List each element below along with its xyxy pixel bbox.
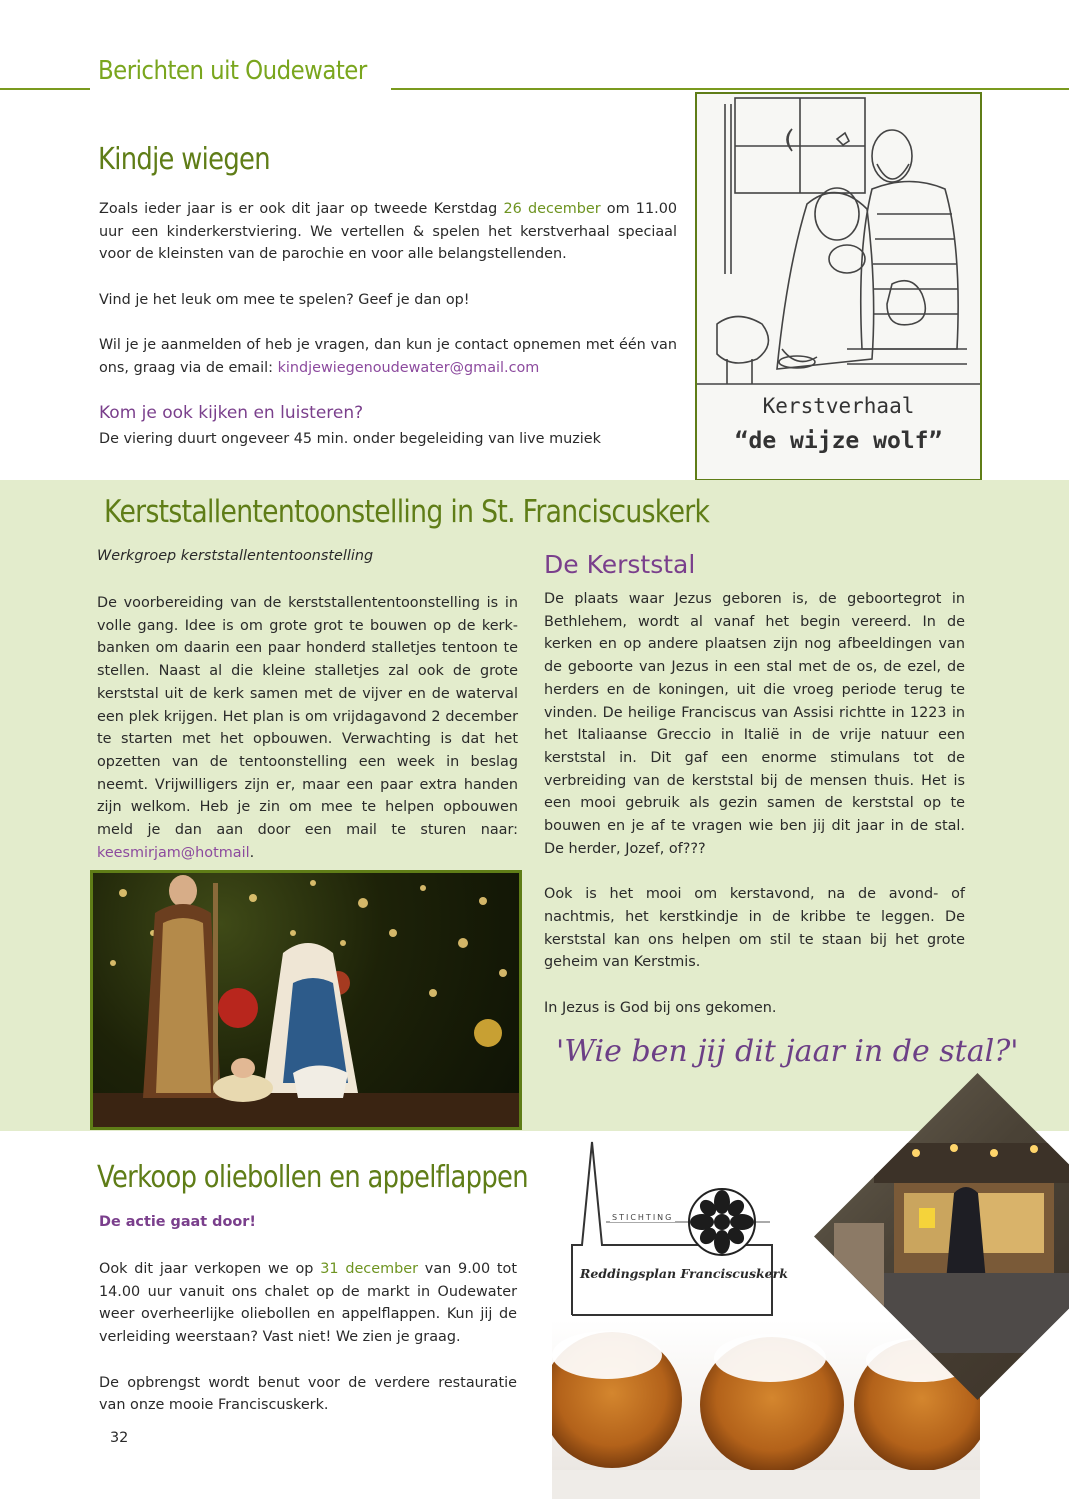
kerststal-email-link[interactable]: keesmirjam@hotmail — [97, 844, 250, 861]
header-rule-right — [391, 88, 1069, 90]
kerststal-right-paragraph-3: In Jezus is God bij ons gekomen. — [544, 999, 777, 1016]
reddingsplan-logo-graphic — [570, 1140, 775, 1318]
kerststal-right-paragraph-1: De plaats waar Jezus geboren is, de geboortegrot in Bethlehem, wordt al vanaf het begin vereerd. In de kerken en op andere plaatsen zijn nog afbeeldingen van de geboorte van Jezus in een stal met de os, de ezel, de herders en de koningen, uit die vroeg periode terug te vinden. De heilige Franciscus van Assisi richtte in 1223 in het Italiaanse Greccio in Italië in de vrije natuur een kerststal in. Dit gaf een enorme stimulans tot de verbreiding van de kerststal bij de mensen thuis. Het is een mooi gebruik als gezin samen de kerststal op te bouwen en je af te vragen wie ben jij dit jaar in de stal. De herder, Jozef, of??? — [544, 591, 965, 857]
nativity-photo — [90, 870, 522, 1130]
kerststal-quote: 'Wie ben jij dit jaar in de stal?' — [556, 1034, 1019, 1069]
kerstverhaal-caption-1: Kerstverhaal — [762, 394, 915, 418]
kerststal-left-body — [97, 592, 518, 864]
page-header-title: Berichten uit Oudewater — [98, 56, 367, 86]
kindje-subhead: Kom je ook kijken en luisteren? — [99, 403, 364, 423]
oliebollen-paragraph-1: Ook dit jaar verkopen we op 31 december van 9.00 tot 14.00 uur vanuit ons chalet op de markt in Oudewater weer overheerlijke oliebollen en appelflappen. Kun jij de verleiding weerstaan? Vast niet! We zien je graag. — [99, 1261, 517, 1346]
oliebollen-body — [99, 1258, 517, 1440]
kindje-wiegen-title: Kindje wiegen — [98, 142, 270, 177]
kerststal-right-title: De Kerststal — [544, 550, 696, 579]
oliebollen-paragraph-2: De opbrengst wordt benut voor de verdere restauratie van onze mooie Franciscuskerk. — [99, 1374, 517, 1414]
oliebollen-photo — [552, 1320, 980, 1499]
kerststal-left-paragraph: De voorbereiding van de kerststallententoonstelling is in volle gang. Idee is om grote grot te bouwen op de kerk-banken om daarin een paar honderd stalletjes tentoon te stellen. Naast al die kleine stalletjes zal ook de grote kerststal uit de kerk samen met de vijver en de waterval een plek krijgen. Het plan is om vrijdagavond 2 december te starten met het opbouwen. Verwachting is dat het opzetten van de tentoonstelling een week in beslag neemt. Vrijwilligers zijn er, maar een paar extra handen zijn welkom. Heb je zin om mee te helpen opbouwen meld je dan aan door een mail te sturen naar: keesmirjam@hotmail. — [97, 595, 518, 861]
kerststal-title: Kerststallententoonstelling in St. Franciscuskerk — [104, 494, 710, 530]
kindje-paragraph-1: Zoals ieder jaar is er ook dit jaar op tweede Kerstdag 26 december om 11.00 uur een kinderkerstviering. We vertellen & spelen het kerstverhaal speciaal voor de kleinsten van de parochie en voor alle belangstellenden. — [99, 201, 678, 263]
reddingsplan-logo-name: Reddingsplan Franciscuskerk — [580, 1266, 788, 1281]
kindje-paragraph-2: Vind je het leuk om mee te spelen? Geef je dan op! — [99, 291, 470, 308]
kindje-paragraph-4: De viering duurt ongeveer 45 min. onder begeleiding van live muziek — [99, 431, 601, 447]
reddingsplan-logo — [570, 1140, 788, 1318]
oliebollen-title: Verkoop oliebollen en appelflappen — [97, 1160, 528, 1195]
page-number: 32 — [110, 1430, 129, 1446]
kindje-email-link[interactable]: kindjewiegenoudewater@gmail.com — [277, 359, 540, 376]
oliebollen-photo-scene — [552, 1320, 980, 1499]
kerststal-right-paragraph-2: Ook is het mooi om kerstavond, na de avond- of nachtmis, het kerstkindje in de kribbe te leggen. De kerststal kan ons helpen om stil te staan bij het grote geheim van Kerstmis. — [544, 886, 965, 971]
kindje-date: 26 december — [503, 201, 601, 217]
kindje-wiegen-body — [99, 198, 677, 402]
nativity-sketch — [697, 94, 980, 479]
kerststal-author: Werkgroep kerststallententoonstelling — [97, 548, 374, 564]
oliebollen-date: 31 december — [320, 1261, 418, 1277]
header-rule-left — [0, 88, 90, 90]
oliebollen-subhead: De actie gaat door! — [99, 1214, 256, 1230]
nativity-photo-scene — [93, 873, 519, 1127]
kerststal-right-body — [544, 588, 965, 1042]
kerstverhaal-caption-2: “de wijze wolf” — [734, 428, 943, 454]
kindje-paragraph-3: Wil je je aanmelden of heb je vragen, dan kun je contact opnemen met één van ons, graag via de email: kindjewiegenoudewater@gmail.com — [99, 337, 677, 376]
reddingsplan-logo-small-text: STICHTING — [612, 1213, 674, 1222]
kerstverhaal-illustration — [695, 92, 982, 481]
